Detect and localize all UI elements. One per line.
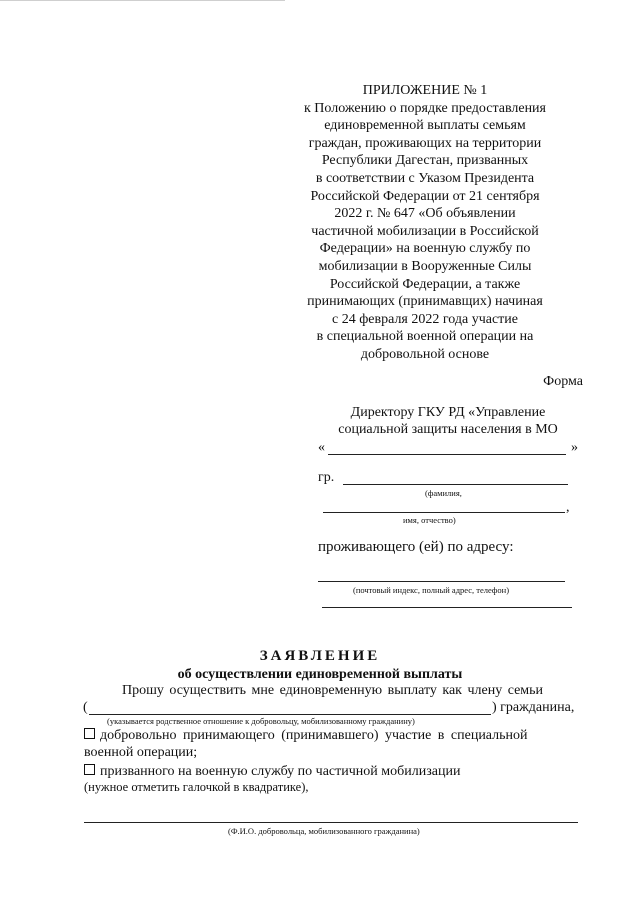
appendix-line: Российской Федерации, а также [329, 276, 521, 292]
appendix-line: Российской Федерации от 21 сентября [310, 188, 540, 204]
appendix-line: Республики Дагестан, призванных [321, 153, 529, 169]
option-volunteer[interactable] [84, 728, 528, 744]
statement-title: ЗАЯВЛЕНИЕ [259, 648, 381, 664]
mo-name-underline [328, 454, 566, 455]
name-comma: , [566, 500, 570, 515]
addressee-line-1: Директору ГКУ РД «Управление [350, 405, 546, 420]
quote-close: » [571, 440, 578, 455]
form-label: Форма [543, 374, 583, 389]
name-field[interactable] [323, 512, 565, 513]
appendix-line: с 24 февраля 2022 года участие [332, 311, 518, 327]
appendix-line: в соответствии с Указом Президента [315, 170, 535, 186]
option-mobilized[interactable] [84, 764, 460, 780]
appendix-line: принимающих (принимавщих) начиная [307, 294, 543, 310]
name-hint: имя, отчество) [403, 515, 456, 525]
addressee-line-2: социальной защиты населения в МО [338, 422, 558, 437]
appendix-heading: ПРИЛОЖЕНИЕ № 1 [362, 83, 488, 98]
citizen-prefix: гр. [318, 470, 335, 485]
appendix-line: единовременной выплаты семьям [324, 118, 526, 134]
paren-open: ( [83, 700, 88, 715]
relation-hint: (указывается родственное отношение к добровольцу, мобилизованному гражданину) [107, 716, 415, 726]
quote-open: « [318, 440, 325, 455]
fio-field[interactable] [84, 822, 578, 823]
residing-label: проживающего (ей) по адресу: [318, 539, 514, 555]
appendix-line: граждан, проживающих на территории [308, 135, 542, 151]
surname-hint: (фамилия, [425, 488, 462, 498]
appendix-block [270, 82, 580, 364]
appendix-line: мобилизации в Вооруженные Силы [318, 258, 532, 274]
relation-field[interactable] [89, 714, 491, 715]
appendix-line: добровольной основе [360, 346, 490, 362]
checkbox-volunteer[interactable] [84, 728, 95, 739]
address-hint: (почтовый индекс, полный адрес, телефон) [353, 585, 510, 595]
appendix-line: 2022 г. № 647 «Об объявлении [334, 206, 516, 222]
fio-hint: (Ф.И.О. добровольца, мобилизованного гражданина) [228, 826, 420, 836]
checkbox-mobilized[interactable] [84, 764, 95, 775]
surname-field[interactable] [343, 484, 568, 485]
appendix-line: Федерации» на военную службу по [319, 241, 531, 257]
mo-name-field[interactable] [318, 440, 578, 458]
addressee-block [318, 404, 578, 438]
address-field-2[interactable] [322, 607, 572, 608]
option-mobilized-label: призванного на военную службу по частичной мобилизации [100, 764, 461, 779]
appendix-line: частичной мобилизации в Российской [311, 223, 539, 239]
address-field[interactable] [318, 581, 565, 582]
statement-subtitle: об осуществлении единовременной выплаты [177, 667, 463, 682]
option-volunteer-line2: военной операции; [84, 745, 198, 760]
appendix-line: в специальной военной операции на [316, 329, 534, 345]
appendix-line: к Положению о порядке предоставления [304, 100, 546, 116]
check-hint: (нужное отметить галочкой в квадратике), [84, 780, 309, 794]
scan-edge-line [0, 0, 285, 1]
request-text: Прошу осуществить мне единовременную выплату как члену семьи [122, 683, 544, 698]
relation-suffix: ) гражданина, [492, 700, 575, 715]
option-volunteer-label: добровольно принимающего (принимавшего) участие в специальной [100, 728, 528, 743]
